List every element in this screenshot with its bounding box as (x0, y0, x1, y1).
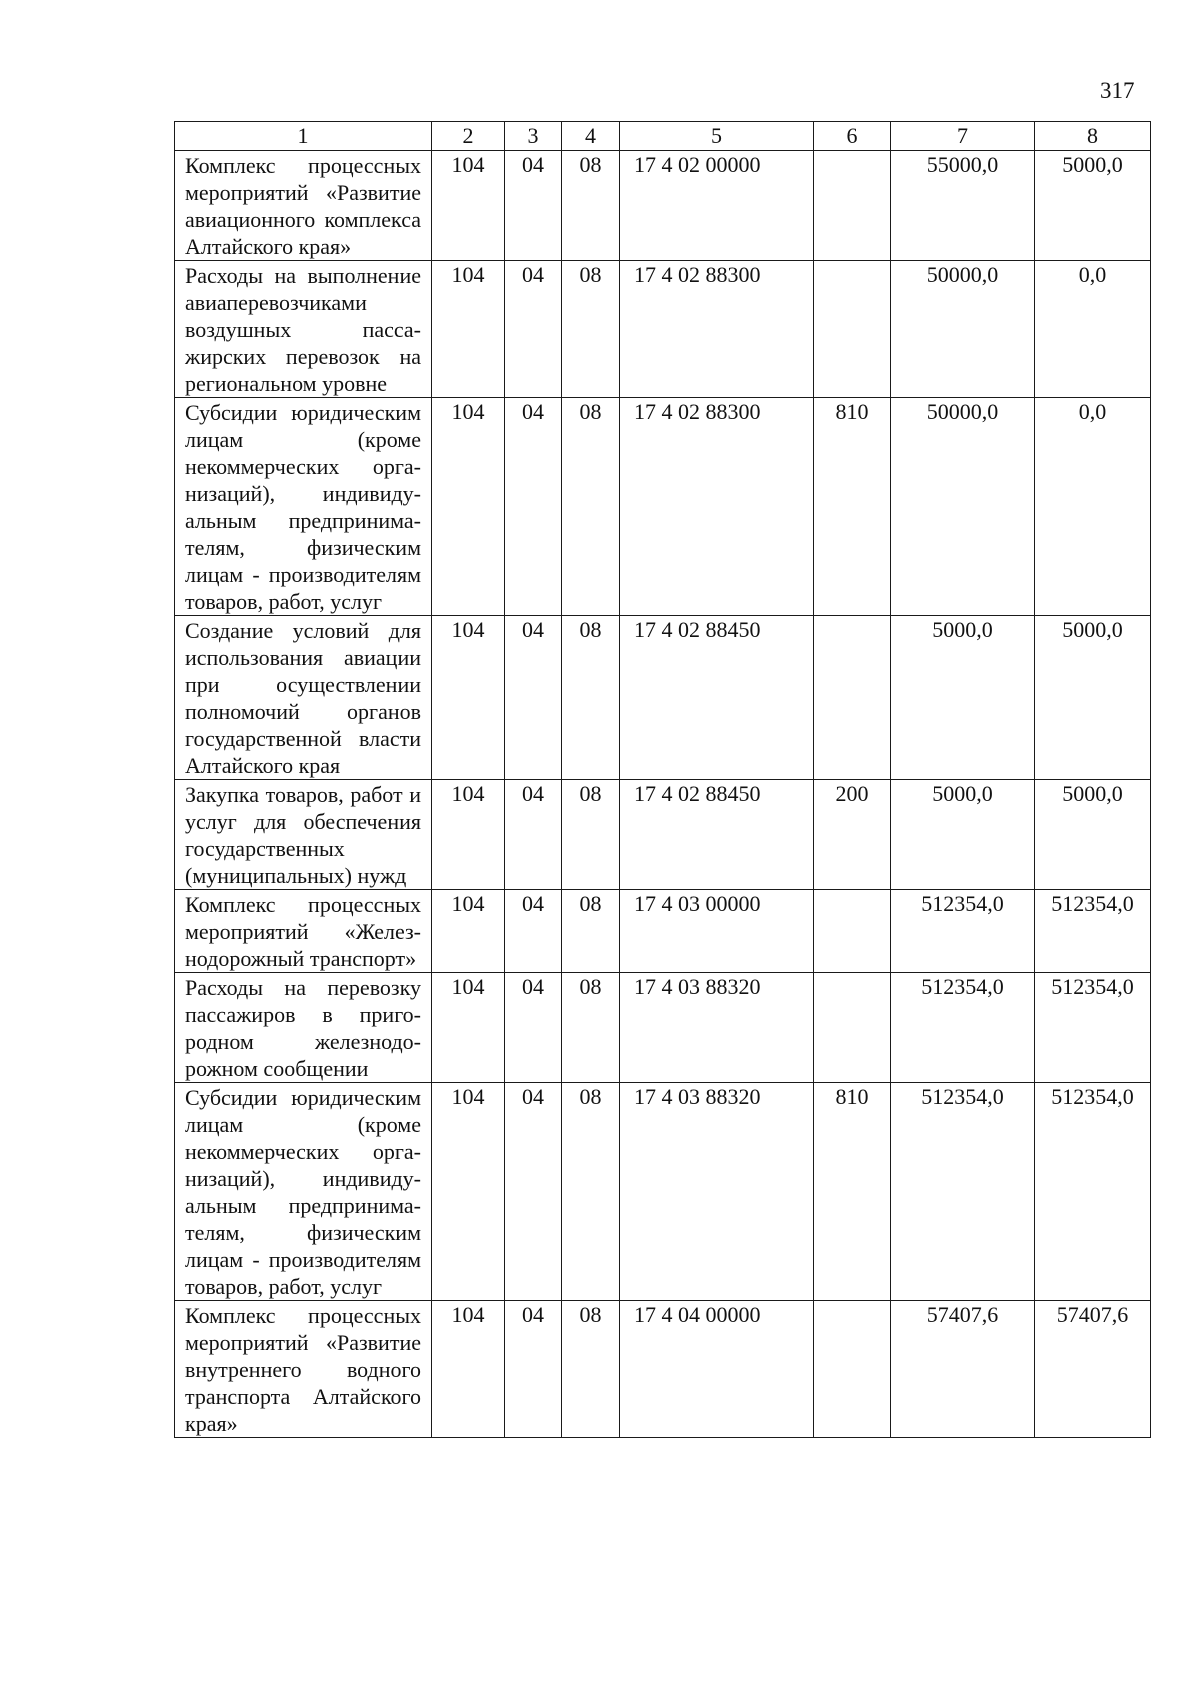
cell-col6: 810 (814, 1083, 891, 1301)
row-name: Расходы на выполнение авиаперевозчиками воздушных пассажирских перевозок на региональном уровне (175, 261, 432, 398)
cell-col2: 104 (432, 616, 505, 780)
page-number: 317 (1100, 78, 1135, 103)
cell-col3: 04 (505, 1301, 562, 1438)
row-name: Расходы на перевозку пассажиров в пригородном железнодорожном сообщении (175, 973, 432, 1083)
cell-col5: 17 4 02 88450 (620, 780, 814, 890)
cell-col4: 08 (562, 1083, 620, 1301)
column-header: 4 (562, 122, 620, 151)
cell-col5: 17 4 02 88300 (620, 398, 814, 616)
cell-col4: 08 (562, 780, 620, 890)
cell-col3: 04 (505, 973, 562, 1083)
cell-col2: 104 (432, 973, 505, 1083)
column-header: 3 (505, 122, 562, 151)
cell-col2: 104 (432, 261, 505, 398)
cell-col2: 104 (432, 1083, 505, 1301)
column-header: 8 (1035, 122, 1151, 151)
cell-col2: 104 (432, 890, 505, 973)
cell-col7: 55000,0 (891, 151, 1035, 261)
table-row (175, 261, 1151, 398)
cell-col8: 512354,0 (1035, 973, 1151, 1083)
cell-col6 (814, 151, 891, 261)
cell-col3: 04 (505, 398, 562, 616)
row-name: Комплекс процессных мероприятий «Железнодорожный транспорт» (175, 890, 432, 973)
header-row (175, 122, 1151, 151)
cell-col8: 5000,0 (1035, 151, 1151, 261)
cell-col6 (814, 973, 891, 1083)
cell-col2: 104 (432, 398, 505, 616)
cell-col4: 08 (562, 890, 620, 973)
cell-col6: 810 (814, 398, 891, 616)
row-name: Создание условий для использования авиации при осуществлении полномочий органов государственной власти Алтайского края (175, 616, 432, 780)
cell-col2: 104 (432, 151, 505, 261)
cell-col4: 08 (562, 1301, 620, 1438)
column-header: 7 (891, 122, 1035, 151)
cell-col7: 512354,0 (891, 1083, 1035, 1301)
cell-col2: 104 (432, 780, 505, 890)
cell-col2: 104 (432, 1301, 505, 1438)
cell-col7: 5000,0 (891, 616, 1035, 780)
table-row (175, 151, 1151, 261)
cell-col4: 08 (562, 973, 620, 1083)
row-name: Комплекс процессных мероприятий «Развитие внутреннего водного транспорта Алтайского края» (175, 1301, 432, 1438)
cell-col7: 512354,0 (891, 890, 1035, 973)
cell-col8: 0,0 (1035, 398, 1151, 616)
cell-col6 (814, 261, 891, 398)
cell-col6: 200 (814, 780, 891, 890)
cell-col5: 17 4 03 88320 (620, 1083, 814, 1301)
cell-col8: 5000,0 (1035, 616, 1151, 780)
cell-col7: 57407,6 (891, 1301, 1035, 1438)
row-name: Субсидии юридическим лицам (кроме некоммерческих организаций), индивидуальным предпринимателям, физическим лицам - производителям товаров, работ, услуг (175, 1083, 432, 1301)
table-row (175, 890, 1151, 973)
table-row (175, 1083, 1151, 1301)
column-header: 1 (175, 122, 432, 151)
column-header: 5 (620, 122, 814, 151)
column-header: 2 (432, 122, 505, 151)
table-row (175, 398, 1151, 616)
cell-col7: 5000,0 (891, 780, 1035, 890)
row-name: Закупка товаров, работ и услуг для обеспечения государственных (муниципальных) нужд (175, 780, 432, 890)
table-row (175, 1301, 1151, 1438)
cell-col7: 512354,0 (891, 973, 1035, 1083)
cell-col8: 512354,0 (1035, 890, 1151, 973)
cell-col3: 04 (505, 1083, 562, 1301)
cell-col6 (814, 1301, 891, 1438)
cell-col3: 04 (505, 890, 562, 973)
cell-col4: 08 (562, 261, 620, 398)
cell-col3: 04 (505, 780, 562, 890)
cell-col5: 17 4 03 88320 (620, 973, 814, 1083)
cell-col5: 17 4 03 00000 (620, 890, 814, 973)
cell-col7: 50000,0 (891, 398, 1035, 616)
cell-col7: 50000,0 (891, 261, 1035, 398)
cell-col3: 04 (505, 616, 562, 780)
cell-col4: 08 (562, 616, 620, 780)
cell-col5: 17 4 02 88450 (620, 616, 814, 780)
cell-col8: 57407,6 (1035, 1301, 1151, 1438)
row-name: Субсидии юридическим лицам (кроме некоммерческих организаций), индивидуальным предпринимателям, физическим лицам - производителям товаров, работ, услуг (175, 398, 432, 616)
cell-col4: 08 (562, 151, 620, 261)
cell-col5: 17 4 02 88300 (620, 261, 814, 398)
cell-col5: 17 4 04 00000 (620, 1301, 814, 1438)
cell-col6 (814, 890, 891, 973)
table-row (175, 616, 1151, 780)
cell-col8: 5000,0 (1035, 780, 1151, 890)
cell-col3: 04 (505, 261, 562, 398)
cell-col8: 512354,0 (1035, 1083, 1151, 1301)
cell-col3: 04 (505, 151, 562, 261)
cell-col6 (814, 616, 891, 780)
cell-col8: 0,0 (1035, 261, 1151, 398)
cell-col5: 17 4 02 00000 (620, 151, 814, 261)
cell-col4: 08 (562, 398, 620, 616)
column-header: 6 (814, 122, 891, 151)
row-name: Комплекс процессных мероприятий «Развитие авиационного комплекса Алтайского края» (175, 151, 432, 261)
budget-table (174, 121, 1151, 1438)
table-row (175, 780, 1151, 890)
table-row (175, 973, 1151, 1083)
